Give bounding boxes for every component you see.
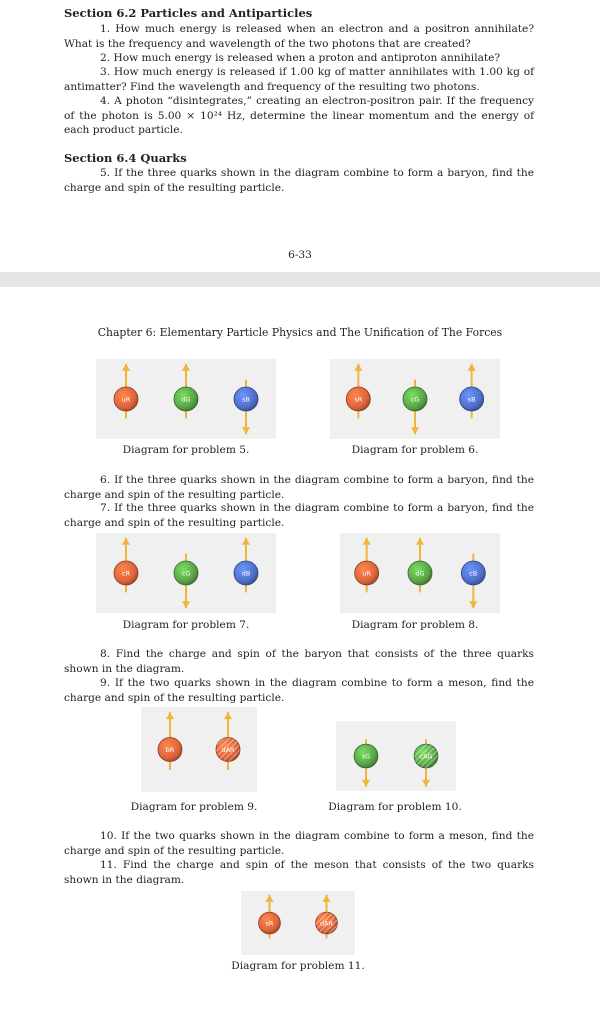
- question-11: 11. Find the charge and spin of the meson that consists of the two quarks shown in the diagram.: [64, 859, 534, 886]
- quark-label: dG: [415, 569, 425, 578]
- spin-arrowhead: [416, 538, 424, 545]
- spin-arrowhead: [323, 895, 331, 902]
- spin-arrowhead: [182, 364, 190, 371]
- spin-arrowhead: [411, 427, 419, 434]
- section-6-2-heading: Section 6.2 Particles and Antiparticles: [64, 6, 313, 20]
- quark-label: cG: [181, 569, 191, 578]
- quark-dB: [234, 538, 258, 593]
- quark-label: cR: [121, 569, 131, 578]
- quark-cB: [461, 554, 485, 609]
- diagram-problem-10: [336, 721, 456, 791]
- spin-arrowhead: [242, 427, 250, 434]
- quark-dAR: [316, 895, 338, 939]
- spin-arrowhead: [468, 364, 476, 371]
- section-6-4-heading: Section 6.4 Quarks: [64, 151, 187, 165]
- quark-sG: [354, 739, 378, 787]
- caption-diagram-8: Diagram for problem 8.: [351, 619, 479, 631]
- diagram-problem-6: [330, 359, 500, 439]
- quark-sR: [259, 895, 281, 939]
- quark-cR: [114, 538, 138, 593]
- caption-diagram-9: Diagram for problem 9.: [130, 801, 258, 813]
- page-bottom: [0, 287, 600, 1024]
- spin-arrowhead: [362, 780, 370, 787]
- quark-label: dAR: [221, 746, 235, 754]
- quark-label: sB: [242, 395, 250, 404]
- spin-arrowhead: [422, 780, 430, 787]
- quark-dG: [174, 364, 198, 419]
- quark-bR: [158, 712, 182, 770]
- quark-label: uR: [121, 395, 131, 404]
- spin-arrowhead: [182, 601, 190, 608]
- quark-label: sG: [361, 752, 371, 761]
- quark-sB: [234, 380, 258, 435]
- quark-uR: [355, 538, 379, 593]
- spin-arrowhead: [363, 538, 371, 545]
- question-3: 3. How much energy is released if 1.00 kg of matter annihilates with 1.00 kg of antimatter? Find the wavelength and frequency of the resulting two photons.: [64, 66, 534, 93]
- question-2: 2. How much energy is released when a proton and antiproton annihilate?: [100, 52, 501, 64]
- question-4: 4. A photon “disintegrates,” creating an electron-positron pair. If the frequency of the photon is 5.00 × 10²⁴ Hz, determine the linear momentum and the energy of each product particle.: [64, 95, 534, 136]
- diagram-problem-5: [96, 359, 276, 439]
- page-number: 6-33: [288, 249, 312, 261]
- quark-label: dAR: [319, 919, 334, 928]
- question-1: 1. How much energy is released when an electron and a positron annihilate? What is the frequency and wavelength of the two photons that are created?: [64, 23, 534, 50]
- spin-arrowhead: [122, 364, 130, 371]
- diagram-problem-9: [141, 707, 257, 792]
- quark-label: sR: [265, 919, 274, 928]
- quark-dAR: [216, 712, 240, 770]
- quark-sB: [460, 364, 484, 419]
- quark-uR: [114, 364, 138, 419]
- diagram-problem-11: [241, 891, 355, 955]
- spin-arrowhead: [266, 895, 274, 902]
- spin-arrowhead: [166, 712, 174, 719]
- diagram-problem-7: [96, 533, 276, 613]
- question-10: 10. If the two quarks shown in the diagram combine to form a meson, find the charge and spin of the resulting particle.: [64, 830, 534, 857]
- question-5: 5. If the three quarks shown in the diagram combine to form a baryon, find the charge and spin of the resulting particle.: [64, 167, 534, 194]
- caption-diagram-5: Diagram for problem 5.: [122, 444, 250, 456]
- caption-diagram-11: Diagram for problem 11.: [231, 960, 365, 972]
- quark-dG: [408, 538, 432, 593]
- caption-diagram-10: Diagram for problem 10.: [328, 801, 462, 813]
- question-8: 8. Find the charge and spin of the baryon that consists of the three quarks shown in the diagram.: [64, 648, 534, 675]
- quark-cG: [174, 554, 198, 609]
- quark-label: sB: [467, 395, 476, 404]
- question-6: 6. If the three quarks shown in the diagram combine to form a baryon, find the charge and spin of the resulting particle.: [64, 474, 534, 501]
- quark-cAG: [414, 739, 438, 787]
- spin-arrowhead: [469, 601, 477, 608]
- spin-arrowhead: [224, 712, 232, 719]
- quark-label: cG: [410, 395, 420, 404]
- quark-label: uR: [362, 569, 371, 578]
- quark-cG: [403, 380, 427, 435]
- quark-label: cB: [469, 569, 478, 578]
- quark-label: cAG: [419, 752, 433, 761]
- quark-label: dB: [241, 569, 251, 578]
- caption-diagram-6: Diagram for problem 6.: [351, 444, 479, 456]
- quark-label: bR: [165, 746, 175, 754]
- spin-arrowhead: [122, 538, 130, 545]
- page-top: [0, 0, 600, 272]
- chapter-header: Chapter 6: Elementary Particle Physics and The Unification of The Forces: [97, 326, 503, 339]
- diagram-problem-8: [340, 533, 500, 613]
- quark-label: dG: [181, 395, 191, 404]
- question-9: 9. If the two quarks shown in the diagram combine to form a meson, find the charge and spin of the resulting particle.: [64, 677, 534, 704]
- caption-diagram-7: Diagram for problem 7.: [122, 619, 250, 631]
- spin-arrowhead: [354, 364, 362, 371]
- spin-arrowhead: [242, 538, 250, 545]
- quark-label: sR: [354, 395, 363, 404]
- quark-sR: [346, 364, 370, 419]
- question-7: 7. If the three quarks shown in the diagram combine to form a baryon, find the charge and spin of the resulting particle.: [64, 502, 534, 529]
